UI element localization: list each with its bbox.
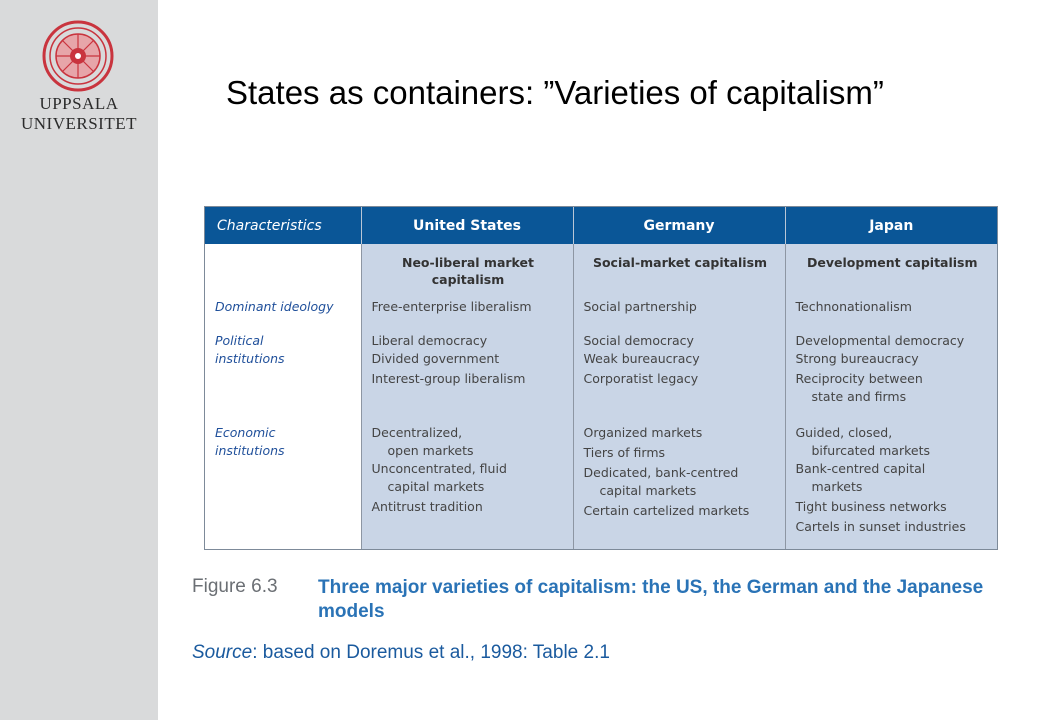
table-cell: capital markets [599,483,697,498]
table-cell: Antitrust tradition [371,499,483,514]
table-cell: Strong bureaucracy [795,351,919,366]
table-cell: Cartels in sunset industries [795,519,966,534]
university-name-line1: UPPSALA [39,94,119,113]
table-cell: Decentralized, [371,425,463,440]
figure-caption: Three major varieties of capitalism: the US, the German and the Japanese models [318,577,984,622]
model-label-cell [205,244,361,296]
table-cell: Dedicated, bank-centred [583,465,739,480]
table-cell: Free-enterprise liberalism [371,299,532,314]
table-row [205,422,997,549]
table-cell: Unconcentrated, fluid [371,461,507,476]
model-japan: Development capitalism [785,244,997,296]
table-cell: Organized markets [583,425,703,440]
header-united-states: United States [361,207,573,244]
table-cell: Developmental democracy [795,333,965,348]
source-text: : based on Doremus et al., 1998: Table 2.1 [252,642,610,663]
table-cell: Social democracy [583,333,694,348]
header-germany: Germany [573,207,785,244]
university-name-line2: UNIVERSITET [21,114,137,133]
figure-source [192,642,610,664]
table-row [205,244,997,296]
slide-title: States as containers: ”Varieties of capitalism” [226,74,884,111]
source-label: Source [192,642,253,663]
row-label: Political institutions [215,333,285,366]
table-cell: Technonationalism [795,299,912,314]
university-seal-icon [42,20,114,92]
table-cell: Certain cartelized markets [583,503,750,518]
table-cell: Reciprocity between [795,371,923,386]
table-cell: Social partnership [583,299,697,314]
header-japan: Japan [785,207,997,244]
table-cell: Tiers of firms [583,445,666,460]
model-us: Neo-liberal market capitalism [361,244,573,296]
table-cell: Tight business networks [795,499,947,514]
table-cell: state and firms [811,389,907,404]
capitalism-table [204,206,998,550]
table-cell: Liberal democracy [371,333,488,348]
table-cell: Divided government [371,351,500,366]
figure-number: Figure 6.3 [192,576,278,597]
table-cell: markets [811,479,863,494]
table-header-row [205,207,997,244]
sidebar [0,0,158,720]
table-cell: Bank-centred capital [795,461,926,476]
table-cell: Guided, closed, [795,425,893,440]
table-cell: open markets [387,443,474,458]
table-row [205,296,997,330]
table-cell: Interest-group liberalism [371,371,526,386]
row-label: Economic institutions [215,425,285,458]
header-characteristics: Characteristics [205,207,361,244]
table-cell: bifurcated markets [811,443,930,458]
model-germany: Social-market capitalism [573,244,785,296]
table-cell: capital markets [387,479,485,494]
table-cell: Weak bureaucracy [583,351,700,366]
table-row [205,330,997,422]
row-label: Dominant ideology [215,299,334,314]
table-cell: Corporatist legacy [583,371,699,386]
